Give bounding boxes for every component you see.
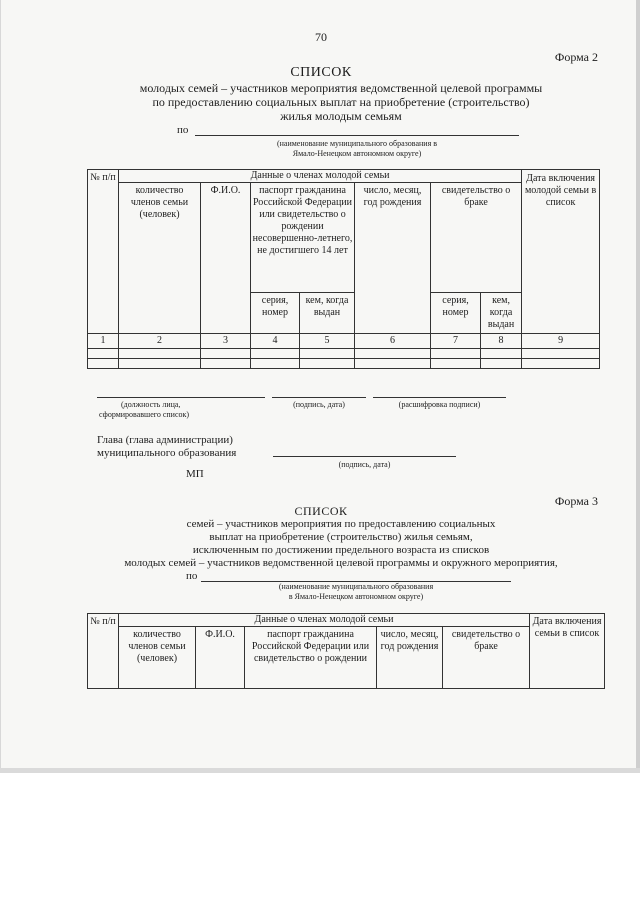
col-birth-header: число, месяц, год рождения [355, 183, 431, 334]
empty-cell [481, 349, 522, 359]
col-no-header: № п/п [88, 614, 119, 689]
form3-subtitle-line: исключенным по достижении предельного возраста из списков [192, 544, 490, 556]
empty-cell [88, 359, 119, 369]
col-birth-header: число, месяц, год рождения [377, 627, 443, 689]
empty-cell [201, 359, 251, 369]
form3-subtitle-line: молодых семей – участников ведомственной целевой программы и окружного мероприятия, [124, 557, 558, 569]
sign-date-hint: (подпись, дата) [293, 400, 345, 409]
form2-subtitle-line: молодых семей – участников мероприятия ведомственной целевой программы [139, 81, 543, 95]
sub-issued-header: кем, когда выдан [300, 293, 355, 334]
decoding-hint: (расшифровка подписи) [398, 400, 481, 409]
form3-table [87, 613, 605, 689]
empty-cell [119, 359, 201, 369]
column-number: 2 [119, 334, 201, 349]
empty-cell [251, 359, 300, 369]
form2-subtitle-line: жилья молодым семьям [280, 109, 402, 123]
empty-cell [251, 349, 300, 359]
col-fio-header: Ф.И.О. [196, 627, 245, 689]
empty-cell [431, 349, 481, 359]
head-sign-line [273, 456, 456, 457]
column-number: 3 [201, 334, 251, 349]
column-number: 8 [481, 334, 522, 349]
form2-subtitle [41, 81, 640, 123]
col-passport-header: паспорт гражданина Российской Федерации или свидетельство о рождении несовершенно-летнего, не достигшего 14 лет [251, 183, 355, 293]
empty-cell [201, 349, 251, 359]
empty-row [88, 359, 600, 369]
form2-subtitle-line: по предоставлению социальных выплат на приобретение (строительство) [152, 95, 530, 109]
column-number: 5 [300, 334, 355, 349]
empty-cell [481, 359, 522, 369]
empty-cell [119, 349, 201, 359]
form3-subtitle [41, 518, 640, 570]
page-number: 70 [315, 30, 327, 44]
col-no-header: № п/п [88, 170, 119, 334]
position-hint-2: сформировавшего список) [99, 410, 190, 419]
form2-municipality-line [195, 135, 519, 136]
sub-issued2-header: кем, когда выдан [481, 293, 522, 334]
form3-label: Форма 3 [554, 494, 598, 508]
form3-po: по [186, 570, 198, 582]
form3-municipality-hint [201, 582, 511, 602]
form2-title: СПИСОК [290, 65, 352, 80]
col-members-header: количество членов семьи (человек) [119, 627, 196, 689]
hint-line: (наименование муниципального образования в [276, 139, 438, 148]
position-hint: (должность лица, [121, 400, 181, 409]
column-number: 4 [251, 334, 300, 349]
empty-cell [88, 349, 119, 359]
empty-row [88, 349, 600, 359]
empty-cell [431, 359, 481, 369]
col-date-header: Дата включения семьи в список [530, 614, 605, 689]
empty-cell [522, 359, 600, 369]
sub-series-header: серия, номер [251, 293, 300, 334]
form3-subtitle-line: семей – участников мероприятия по предоставлению социальных [186, 518, 496, 530]
head-title [97, 434, 236, 460]
hint-line: (наименование муниципального образования [278, 582, 434, 591]
column-number: 1 [88, 334, 119, 349]
position-line [97, 397, 265, 398]
column-number: 6 [355, 334, 431, 349]
empty-cell [300, 349, 355, 359]
empty-cell [300, 359, 355, 369]
form3-subtitle-line: выплат на приобретение (строительство) жилья семьям, [209, 531, 473, 543]
form2-label: Форма 2 [554, 50, 598, 64]
group-header: Данные о членах молодой семьи [119, 170, 522, 183]
empty-cell [355, 359, 431, 369]
col-marriage-header: свидетельство о браке [431, 183, 522, 293]
hint-line: в Ямало-Ненецком автономном округе) [288, 592, 424, 601]
page-edge-shadow [0, 768, 640, 773]
empty-cell [355, 349, 431, 359]
hint-line: Ямало-Ненецком автономном округе) [292, 149, 422, 158]
head-sign-hint: (подпись, дата) [338, 460, 391, 469]
col-passport-header: паспорт гражданина Российской Федерации или свидетельство о рождении [245, 627, 377, 689]
head-line: Глава (глава администрации) [97, 434, 233, 446]
column-number: 9 [522, 334, 600, 349]
col-members-header: количество членов семьи (человек) [119, 183, 201, 334]
col-date-header: Дата включения молодой семьи в список [522, 170, 600, 334]
form2-municipality-hint [195, 139, 519, 159]
stamp-place: МП [186, 468, 204, 480]
decoding-line [373, 397, 506, 398]
column-number: 7 [431, 334, 481, 349]
group-header: Данные о членах молодой семьи [119, 614, 530, 627]
col-marriage-header: свидетельство о браке [443, 627, 530, 689]
empty-cell [522, 349, 600, 359]
form2-po: по [177, 124, 189, 136]
head-line: муниципального образования [97, 447, 237, 459]
sub-series2-header: серия, номер [431, 293, 481, 334]
sign-line [272, 397, 366, 398]
form2-table [87, 169, 600, 369]
form3-title: СПИСОК [294, 504, 348, 518]
col-fio-header: Ф.И.О. [201, 183, 251, 334]
